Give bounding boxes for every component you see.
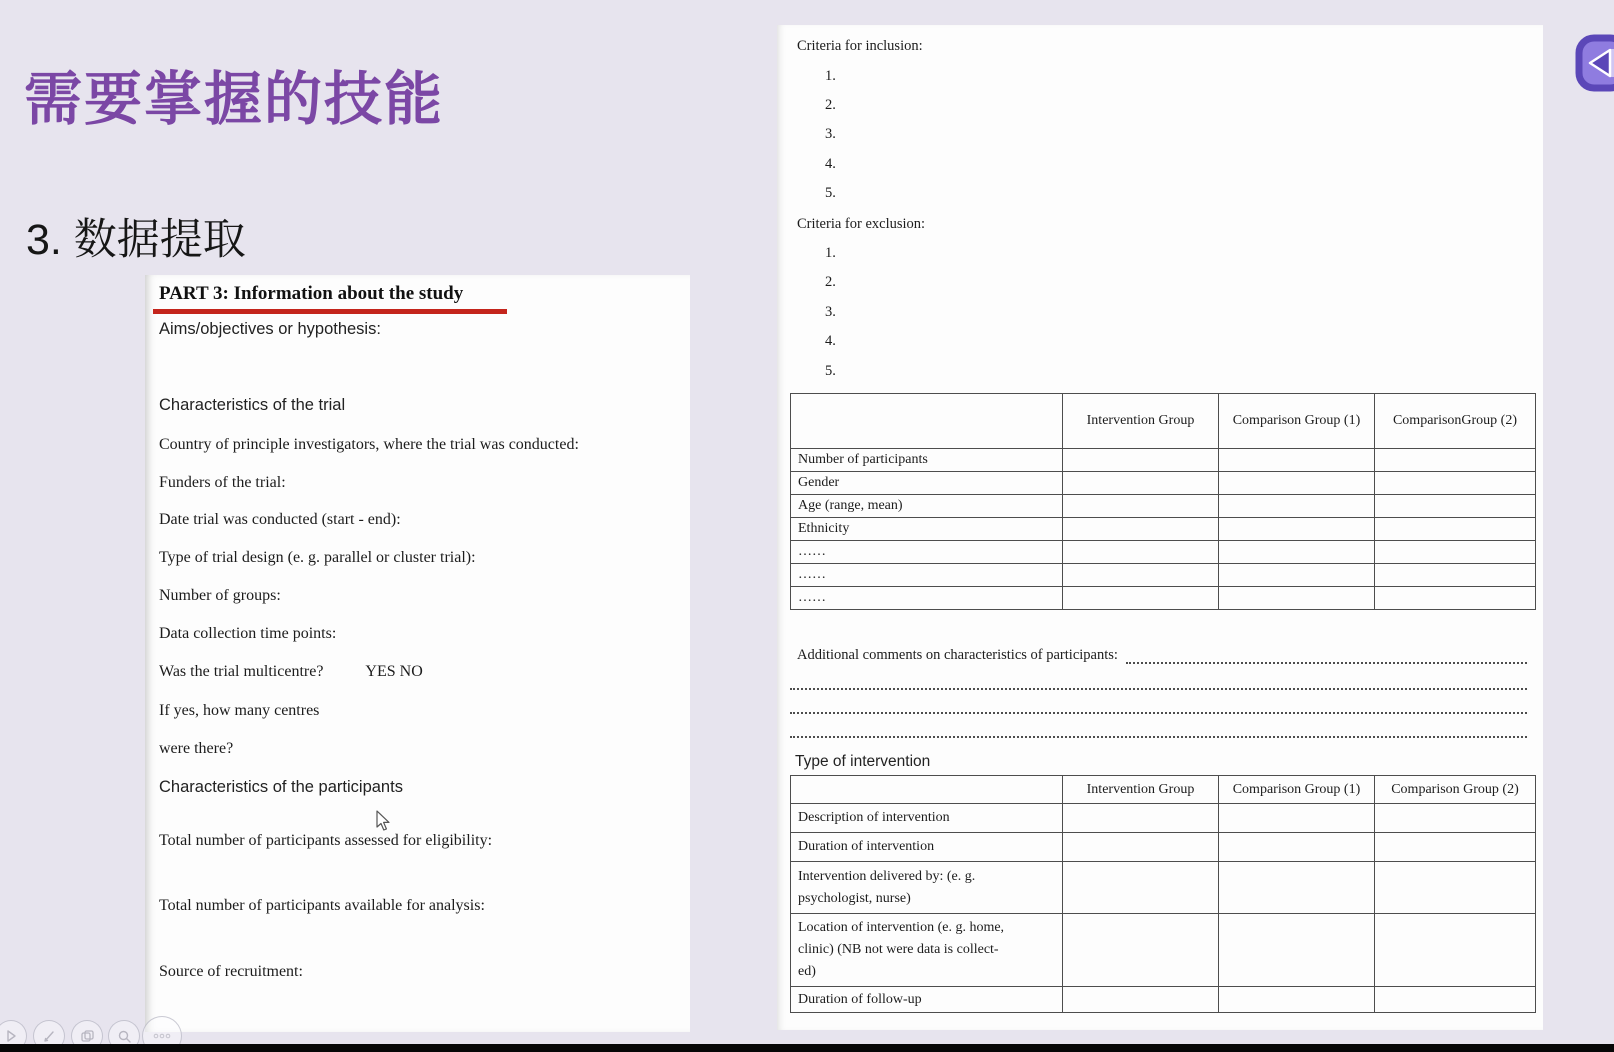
intervention-table-header-comparison2: Comparison Group (2) — [1375, 776, 1536, 804]
row-label-age: Age (range, mean) — [791, 495, 1063, 518]
exclusion-item-2: 2. — [825, 274, 836, 290]
exclusion-item-1: 1. — [825, 245, 836, 261]
table-cell-empty — [1375, 914, 1536, 987]
type-of-intervention-label: Type of intervention — [795, 753, 931, 770]
participants-table — [790, 393, 1536, 610]
intervention-table-header-comparison1: Comparison Group (1) — [1219, 776, 1375, 804]
table-cell-empty — [1375, 518, 1536, 541]
table-cell-empty — [1219, 914, 1375, 987]
table-cell-empty — [1219, 564, 1375, 587]
table-cell-empty — [1063, 495, 1219, 518]
participants-table-corner — [791, 394, 1063, 449]
slide-subtitle: 3. 数据提取 — [26, 216, 246, 264]
multicentre-yes-no: YES NO — [365, 663, 423, 680]
row-label-duration-of-follow-up: Duration of follow-up — [791, 987, 1063, 1013]
participants-table-header-intervention: Intervention Group — [1063, 394, 1219, 449]
table-cell-empty — [1219, 862, 1375, 914]
dotted-write-line — [790, 688, 1527, 690]
row-label-number-of-participants: Number of participants — [791, 449, 1063, 472]
trial-design-label: Type of trial design (e. g. parallel or cluster trial): — [159, 549, 476, 566]
table-cell-empty — [1219, 833, 1375, 862]
table-cell-empty — [1063, 862, 1219, 914]
eligibility-label: Total number of participants assessed for eligibility: — [159, 832, 493, 849]
intervention-table-header-intervention: Intervention Group — [1063, 776, 1219, 804]
inclusion-item-1: 1. — [825, 68, 836, 84]
table-cell-empty — [1063, 987, 1219, 1013]
row-label-ellipsis: …… — [791, 541, 1063, 564]
table-cell-empty — [1219, 472, 1375, 495]
exclusion-item-3: 3. — [825, 304, 836, 320]
table-cell-empty — [1219, 987, 1375, 1013]
section-characteristics-participants: Characteristics of the participants — [159, 778, 403, 796]
funders-label: Funders of the trial: — [159, 474, 286, 491]
table-cell-empty — [1375, 833, 1536, 862]
table-cell-empty — [1063, 587, 1219, 610]
doc-part3-heading: PART 3: Information about the study — [159, 283, 464, 304]
table-cell-empty — [1063, 472, 1219, 495]
intervention-table-corner — [791, 776, 1063, 804]
row-label-location-of-intervention — [791, 914, 1063, 987]
row-label-ellipsis: …… — [791, 587, 1063, 610]
row-label-description-of-intervention: Description of intervention — [791, 804, 1063, 833]
exclusion-criteria-label: Criteria for exclusion: — [797, 216, 926, 232]
table-cell-empty — [1375, 495, 1536, 518]
cell-text-line: Location of intervention (e. g. home, — [798, 920, 1005, 936]
table-cell-empty — [1063, 564, 1219, 587]
additional-comments-label: Additional comments on characteristics of participants: — [797, 647, 1118, 663]
right-document-page — [777, 25, 1543, 1030]
dotted-write-line — [790, 712, 1527, 714]
bottom-bar — [0, 1044, 1614, 1052]
table-cell-empty — [1375, 564, 1536, 587]
table-cell-empty — [1375, 449, 1536, 472]
centres-question-line1: If yes, how many centres — [159, 702, 320, 719]
table-cell-empty — [1219, 804, 1375, 833]
cell-text-line: Intervention delivered by: (e. g. — [798, 868, 976, 884]
date-conducted-label: Date trial was conducted (start - end): — [159, 511, 401, 528]
multicentre-question: Was the trial multicentre? — [159, 663, 324, 680]
inclusion-item-3: 3. — [825, 126, 836, 142]
inclusion-item-4: 4. — [825, 156, 836, 172]
exclusion-item-5: 5. — [825, 363, 836, 379]
table-cell-empty — [1063, 449, 1219, 472]
table-cell-empty — [1375, 541, 1536, 564]
dotted-write-line — [790, 736, 1527, 738]
row-label-gender: Gender — [791, 472, 1063, 495]
participants-table-header-comparison2: ComparisonGroup (2) — [1375, 394, 1536, 449]
multicentre-line — [159, 663, 423, 681]
table-cell-empty — [1219, 495, 1375, 518]
analysis-label: Total number of participants available for analysis: — [159, 897, 485, 914]
table-cell-empty — [1063, 541, 1219, 564]
table-cell-empty — [1219, 541, 1375, 564]
back-navigation-icon[interactable] — [1575, 34, 1614, 92]
section-characteristics-trial: Characteristics of the trial — [159, 396, 346, 414]
participants-table-header-comparison1: Comparison Group (1) — [1219, 394, 1375, 449]
row-label-ethnicity: Ethnicity — [791, 518, 1063, 541]
table-cell-empty — [1375, 987, 1536, 1013]
table-cell-empty — [1063, 914, 1219, 987]
aims-label: Aims/objectives or hypothesis: — [159, 320, 381, 338]
cell-text-line: psychologist, nurse) — [798, 890, 911, 906]
table-cell-empty — [1063, 804, 1219, 833]
inclusion-item-5: 5. — [825, 185, 836, 201]
recruitment-label: Source of recruitment: — [159, 963, 303, 980]
table-cell-empty — [1375, 472, 1536, 495]
row-label-intervention-delivered-by — [791, 862, 1063, 914]
country-label: Country of principle investigators, where the trial was conducted: — [159, 436, 579, 453]
table-cell-empty — [1375, 862, 1536, 914]
row-label-duration-of-intervention: Duration of intervention — [791, 833, 1063, 862]
time-points-label: Data collection time points: — [159, 625, 337, 642]
table-cell-empty — [1063, 833, 1219, 862]
number-of-groups-label: Number of groups: — [159, 587, 281, 604]
centres-question-line2: were there? — [159, 740, 234, 757]
inclusion-criteria-label: Criteria for inclusion: — [797, 38, 923, 54]
table-cell-empty — [1219, 518, 1375, 541]
cell-text-line: ed) — [798, 963, 816, 979]
dotted-write-line — [1126, 658, 1527, 664]
table-cell-empty — [1375, 804, 1536, 833]
exclusion-item-4: 4. — [825, 333, 836, 349]
additional-comments-line — [797, 647, 1527, 664]
slide-title: 需要掌握的技能 — [24, 67, 445, 132]
cell-text-line: clinic) (NB not were data is collect- — [798, 942, 999, 958]
red-underline — [153, 309, 507, 314]
table-cell-empty — [1063, 518, 1219, 541]
row-label-ellipsis: …… — [791, 564, 1063, 587]
table-cell-empty — [1219, 587, 1375, 610]
inclusion-item-2: 2. — [825, 97, 836, 113]
intervention-table — [790, 775, 1536, 1013]
table-cell-empty — [1375, 587, 1536, 610]
left-document-page — [145, 275, 690, 1032]
mouse-cursor — [376, 810, 392, 832]
table-cell-empty — [1219, 449, 1375, 472]
